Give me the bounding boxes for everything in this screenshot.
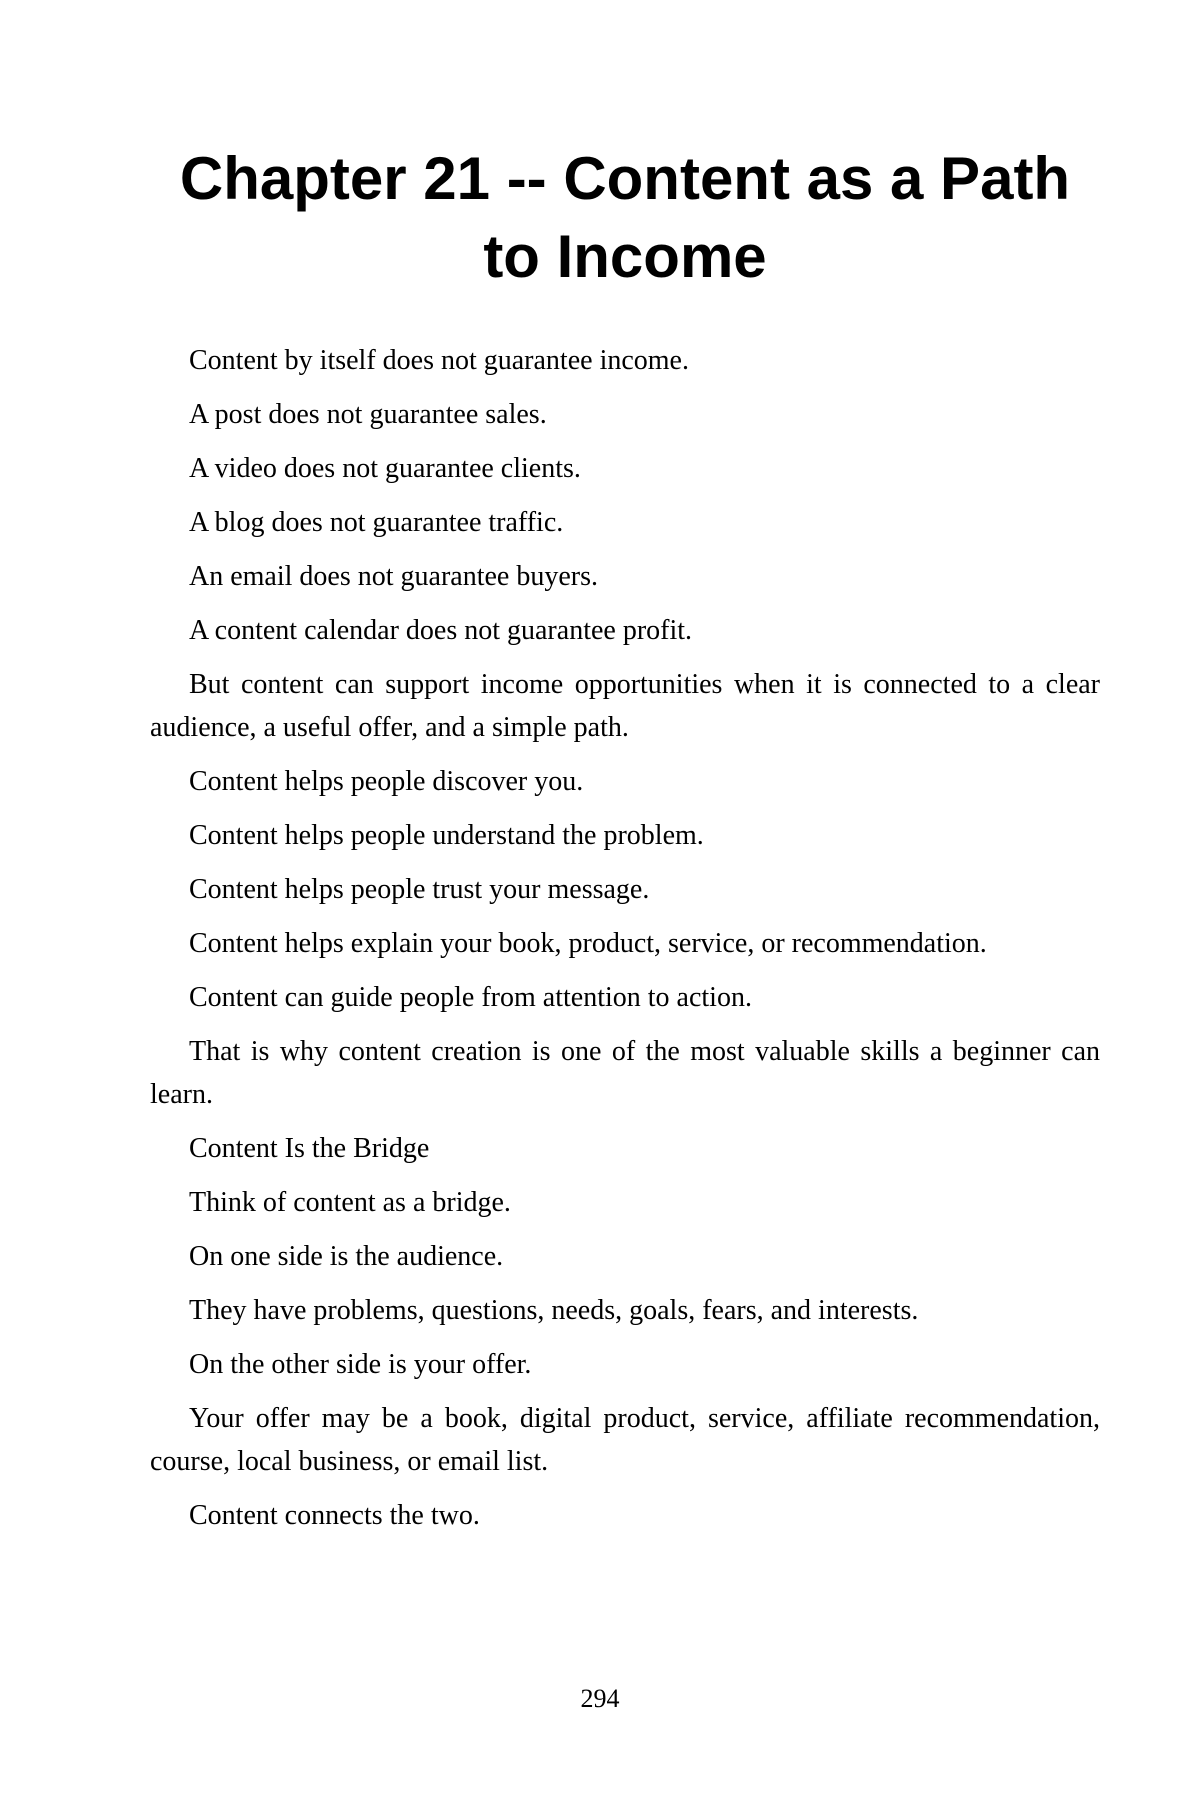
paragraph: Content connects the two. [189,1500,480,1531]
paragraph: But content can support income opportunities when it is connected to a clear audience, a useful offer, and a simple path. [150,669,1100,743]
section-heading: Content Is the Bridge [189,1133,430,1164]
paragraph: A content calendar does not guarantee profit. [189,615,693,646]
paragraph: An email does not guarantee buyers. [189,561,598,592]
paragraph: A blog does not guarantee traffic. [189,507,564,538]
paragraph: Content helps people discover you. [189,766,584,797]
page-number: 294 [580,1684,620,1713]
paragraph: That is why content creation is one of the most valuable skills a beginner can learn. [150,1036,1100,1110]
paragraph: Your offer may be a book, digital product, service, affiliate recommendation, course, local business, or email list. [150,1403,1100,1477]
book-page [150,0,1100,1800]
chapter-body [150,339,1100,1548]
paragraph: Content helps people understand the problem. [189,820,704,851]
paragraph: Content helps explain your book, product, service, or recommendation. [189,928,987,959]
paragraph: Think of content as a bridge. [189,1187,511,1218]
paragraph: Content can guide people from attention to action. [189,982,752,1013]
paragraph: They have problems, questions, needs, goals, fears, and interests. [189,1295,919,1326]
paragraph: Content by itself does not guarantee income. [189,345,689,376]
paragraph: On the other side is your offer. [189,1349,532,1380]
paragraph: A post does not guarantee sales. [189,399,547,430]
paragraph: On one side is the audience. [189,1241,504,1272]
paragraph: Content helps people trust your message. [189,874,650,905]
paragraph: A video does not guarantee clients. [189,453,581,484]
chapter-title: Chapter 21 -- Content as a Path to Income [179,145,1071,290]
